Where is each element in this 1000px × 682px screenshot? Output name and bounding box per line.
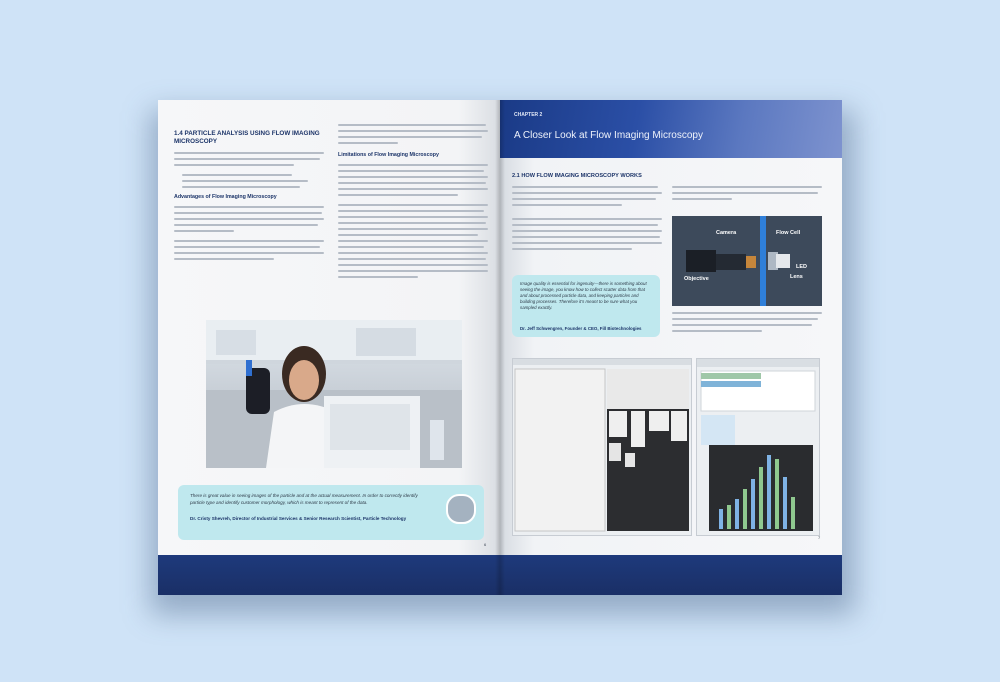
left-quote-box: [178, 485, 484, 540]
label-lens: Lens: [790, 274, 803, 280]
label-led: LED: [796, 264, 807, 270]
right-page: [500, 100, 842, 595]
flow-imaging-diagram: [672, 216, 822, 306]
left-quote-text: There is great value in seeing images of the particle and at the actual measurement. In order to correctly identify particle type and identify customer morphology, which is meant to represent of the data.: [190, 493, 418, 505]
left-footer-band: [158, 555, 500, 595]
chapter-label: CHAPTER 2: [514, 112, 543, 118]
label-objective: Objective: [684, 276, 709, 282]
right-quote-author: Dr. Jeff Schwengren, Founder & CEO, Fill Biotechnologies: [520, 326, 642, 331]
chapter-title: A Closer Look at Flow Imaging Microscopy: [514, 130, 703, 141]
software-screenshot-right: [696, 358, 820, 536]
book-spine: [495, 100, 505, 595]
left-page-number: 6: [484, 542, 487, 547]
chapter-header: [500, 100, 842, 158]
label-camera: Camera: [716, 230, 737, 236]
scientist-photo: [206, 320, 462, 468]
left-page: [158, 100, 500, 595]
right-quote-box: [512, 275, 660, 337]
left-subheading-advantages: Advantages of Flow Imaging Microscopy: [174, 194, 277, 200]
right-quote-text: Image quality is essential for ingenuity—there is something about seeing the image, you know how to collect scatter data from that and about processed particle data, and keeping particles and building processes. Therefore it's meant to be sure what you sampled exactly.: [520, 281, 647, 310]
right-section-title: 2.1 HOW FLOW IMAGING MICROSCOPY WORKS: [512, 173, 642, 179]
author-avatar: [446, 494, 476, 524]
right-page-number: 7: [818, 535, 821, 540]
left-subheading-limitations: Limitations of Flow Imaging Microscopy: [338, 152, 439, 158]
left-quote-author: Dr. Cristy Shevreh, Director of Industrial Services & Senior Research Scientist, Particle Technology: [190, 516, 407, 521]
left-section-title: 1.4 PARTICLE ANALYSIS USING FLOW IMAGING MICROSCOPY: [174, 130, 320, 145]
right-footer-band: [500, 555, 842, 595]
software-screenshot-left: [512, 358, 692, 536]
label-flow-cell: Flow Cell: [776, 230, 801, 236]
